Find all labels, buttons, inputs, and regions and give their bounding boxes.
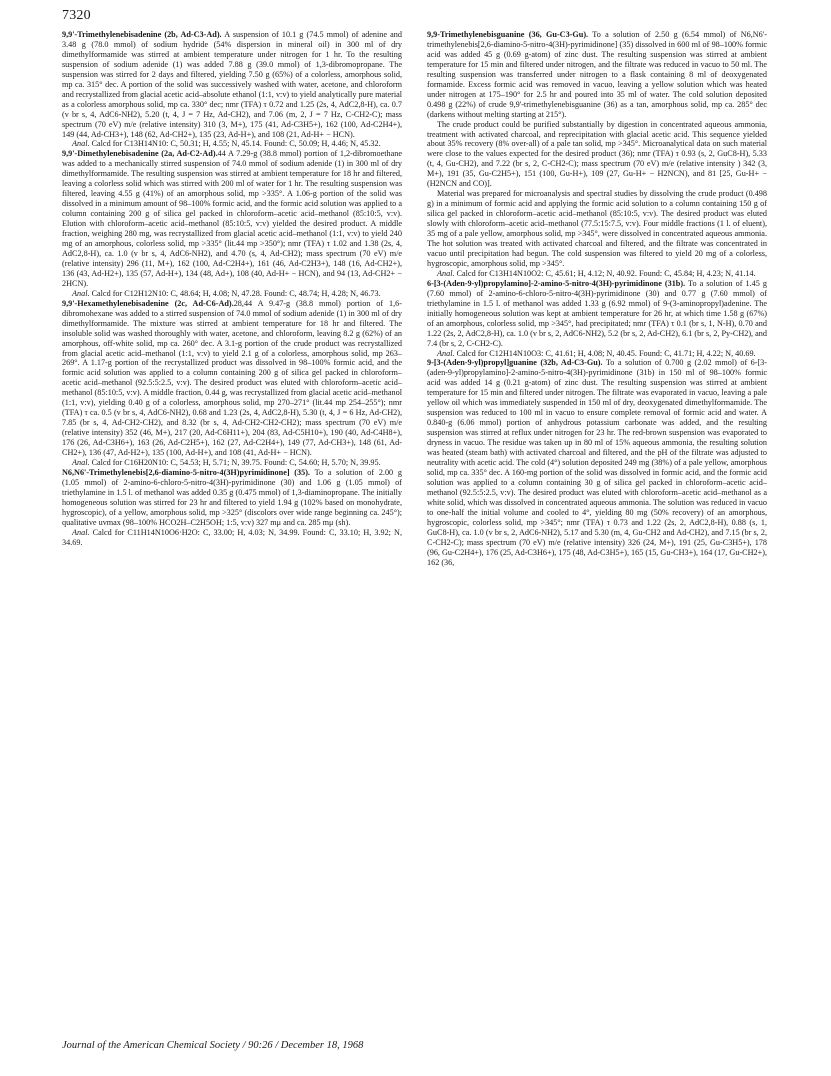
entry-body: 28,44 A 9.47-g (38.8 mmol) portion of 1,6-dibromohexane was added to a stirred suspension of 74.0 mmol of sodium adenide (1) in 300 ml of dry dimethylformamide. The mixture was stirred at ambient temperature for 18 hr and filtered. The insoluble solid was washed thoroughly with water, acetone, and chloroform, leaving 8.2 g (62%) of an amorphous, off-white solid, mp ca. 260° dec. A 3.1-g portion of the crude product was recrystallized from glacial acetic acid–methanol (1:1, v:v) to yield 2.1 g of a colorless, amorphous solid, mp 263–269°. A 1.17-g portion of the recrystallized product was dissolved in 98–100% formic acid, and the formic acid solution was applied to a column containing 200 g of silica gel packed in chloroform–acetic acid–methanol (92.5:5:2.5, v:v). The desired product was eluted with chloroform–acetic acid–methanol (85:10:5, v:v). A middle fraction, 0.44 g, was recrystallized from glacial acetic acid–methanol (1:1, v:v), yielding 0.40 g of a colorless, amorphous solid, mp 270–271° (lit.44 mp 254–255°); nmr (TFA) τ ca. 0.5 (v br s, 4, AdC6-NH2), 0.68 and 1.23 (2s, 4, AdC2,8-H), 5.30 (t, 4, J = 6 Hz, Ad-CH2), 7.85 (br s, 4, Ad-CH2-CH2), and 8.32 (br s, 4, Ad-CH2-CH2-CH2); mass spectrum (70 eV) m/e (relative intensity) 352 (46, M+), 217 (20, Ad-C6H11+), 204 (83, Ad-C5H10+), 190 (40, Ad-C4H8+), 176 (26, Ad-C3H6+), 163 (26, Ad-C2H5+), 162 (27, Ad-C2H4+), 149 (77, Ad-CH3+), 148 (61, Ad-CH2+), 136 (47, Ad-H2+), 135 (100, Ad-H+), and 108 (41, Ad-H+ − HCN). <box>62 298 402 458</box>
entry-body: To a solution of 0.700 g (2.02 mmol) of 6-[3-(aden-9-yl)propylamino]-2-amino-5-nitro-4(3H)-pyrimidinone (31b) in 150 ml of 98–100% formic acid was added 14 g (0.21 g-atom) of zinc dust. The resulting suspension was stirred at ambient temperature for 15 min and filtered under nitrogen. The filtrate was evaporated in vacuo, leaving a pale yellow oil which was immediately suspended in 150 ml of dry, deoxygenated dimethylformamide. The suspension was reduced to 100 ml in vacuo to ensure complete removal of formic acid and water. A 0.840-g (6.06 mmol) portion of anhydrous potassium carbonate was added, and the resulting suspension was stirred at reflux under nitrogen for 23 hr. The red-brown suspension was evaporated to dryness in vacuo. The residue was taken up in 80 ml of 15% aqueous ammonia, the resulting solution was heated (steam bath) with activated charcoal and filtered, and the pH of the filtrate was adjusted to neutrality with acetic acid. The cold (4°) solution deposited 249 mg (38%) of a pale yellow, amorphous solid, mp ca. 335° dec. A 160-mg portion of the solid was dissolved in formic acid, and the formic acid solution was applied to a column containing 30 g of silica gel packed in chloroform–acetic acid–methanol (92.5:5:2.5, v:v). The desired product was eluted with chloroform–acetic acid–methanol as a white solid, which was dissolved in concentrated aqueous ammonia. The solution was reduced in vacuo to one-half the initial volume and cooled to 4°, yielding 80 mg (50% recovery) of an amorphous, hygroscopic, colorless solid, mp >345°; nmr (TFA) τ 0.73 and 1.22 (2s, 2, AdC2,8-H), 0.88 (s, 1, GuC8-H), ca. 1.0 (v br s, 2, AdC6-NH2), 5.17 and 5.30 (m, 4, Gu-CH2 and Ad-CH2), and 7.15 (br s, 2, C-CH2-C); mass spectrum (70 eV) m/e (relative intensity) 326 (24, M+), 191 (25, Gu-C3H5+), 178 (96, Gu-C2H4+), 176 (25, Ad-C3H6+), 175 (48, Ad-C3H5+), 165 (15, Gu-CH3+), 164 (17, Gu-CH2+), 162 (36, <box>427 358 767 567</box>
anal-values: Calcd for C11H14N10O6·H2O: C, 33.00; H, 4.03; N, 34.99. Found: C, 33.10; H, 3.92; N, 34.69. <box>62 527 403 547</box>
anal-label: Anal. <box>437 348 455 358</box>
entry-analysis <box>62 289 402 299</box>
entry-heading: N6,N6'-Trimethylenebis[2,6-diamino-5-nitro-4(3H)pyrimidinone] (35). <box>62 467 310 477</box>
entry-analysis <box>427 349 767 359</box>
journal-footer: Journal of the American Chemical Society / 90:26 / December 18, 1968 <box>62 1040 364 1051</box>
anal-values: Calcd for C13H14N10O2: C, 45.61; H, 4.12; N, 40.92. Found: C, 45.84; H, 4.23; N, 41.14. <box>456 268 756 278</box>
left-column <box>62 30 402 548</box>
entry-body: To a solution of 1.45 g (7.60 mmol) of 2-amino-6-chloro-5-nitro-4(3H)-pyrimidinone (30) and 0.77 g (7.60 mmol) of triethylamine in 1.5 l. of methanol was added 1.33 g (6.92 mmol) of 9-(3-aminopropyl)adenine. The initially homogeneous solution was kept at ambient temperature for 26 hr, at which time 1.58 g (67%) of an amorphous, colorless solid, mp >345°, had precipitated; nmr (TFA) τ 0.1 (br s, 1, N-H), 0.70 and 1.22 (2s, 2, AdC2,8-H), ca. 1.0 (v br s, 2, AdC6-NH2), 5.2 (br s, 2, Ad-CH2), 6.1 (br s, 2, Py-CH2), and 7.4 (br s, 2, C-CH2-C). <box>427 278 767 348</box>
entry-heading: 9,9'-Dimethylenebisadenine (2a, Ad-C2-Ad). <box>62 149 218 159</box>
entry-paragraph: Material was prepared for microanalysis and spectral studies by dissolving the crude product (0.498 g) in a minimum of formic acid and applying the formic acid solution to a column containing 150 g of silica gel packed in chloroform–acetic acid–methanol (85:10:5, v:v). The desired product was eluted slowly with chloroform–acetic acid–methanol (77.5:15:7.5, v:v). Four middle fractions (1 l. of eluent), 35 mg of a pale yellow, amorphous solid, mp >345°, were dissolved in concentrated aqueous ammonia. The hot solution was treated with activated charcoal and filtered, and the filtrate was concentrated in vacuo until precipitation had begun. The cold suspension was filtered to yield 20 mg of a colorless, hygroscopic, amorphous solid, mp >345°. <box>427 189 767 268</box>
entry-heading: 9,9'-Trimethylenebisadenine (2b, Ad-C3-Ad). <box>62 30 222 39</box>
entry-body: To a solution of 2.00 g (1.05 mmol) of 2-amino-6-chloro-5-nitro-4(3H)-pyrimidinone (30) and 1.06 g (1.05 mmol) of triethylamine in 1.5 l. of methanol was added 0.35 g (0.475 mmol) of 1,3-diaminopropane. The initially homogeneous solution was stirred for 23 hr and filtered to yield 1.94 g (102% based on monohydrate, hygroscopic), of a yellow, amorphous solid, mp >325° (discolors over wide range beginning ca. 245°); qualitative uvmax (98–100% HCO2H–C2H5OH; 1:5, v:v) 327 mμ and ca. 285 mμ (sh). <box>62 467 402 527</box>
entry-heading: 9-[3-(Aden-9-yl)propyl]guanine (32b, Ad-C3-Gu). <box>427 358 603 368</box>
anal-label: Anal. <box>437 268 455 278</box>
entry-analysis <box>62 528 402 548</box>
entry-body: A suspension of 10.1 g (74.5 mmol) of adenine and 3.48 g (78.0 mmol) of sodium hydride (54% dispersion in mineral oil) in 300 ml of dry dimethylformamide was stirred at ambient temperature under nitrogen for 1 hr. To the resulting suspension of sodium adenide (1) was added 7.88 g (39.0 mmol) of 1,3-dibromopropane. The suspension was stirred for 2 days and filtered, yielding 7.50 g (65%) of a colorless, amorphous solid, mp ca. 315° dec. A portion of the solid was successively washed with water, acetone, and chloroform and recrystallized from glacial acetic acid–absolute ethanol (1:1, v:v) to yield analytically pure material as a colorless amorphous solid, mp ca. 330° dec; nmr (TFA) τ 0.72 and 1.25 (2s, 4, AdC2,8-H), ca. 0.7 (v br s, 4, AdC6-NH2), 5.20 (t, 4, J = 7 Hz, Ad-CH2), and 7.06 (m, 2, J = 7 Hz, C-CH2-C); mass spectrum (70 eV) m/e (relative intensity) 310 (3, M+), 175 (41, Ad-C3H5+), 162 (100, Ad-C2H4+), 149 (44, Ad-CH3+), 148 (62, Ad-CH2+), 135 (23, Ad-H+), and 108 (21, Ad-H+ − HCN). <box>62 30 402 139</box>
anal-values: Calcd for C13H14N10: C, 50.31; H, 4.55; N, 45.14. Found: C, 50.09; H, 4.46; N, 45.32. <box>91 139 381 149</box>
entry-body: To a solution of 2.50 g (6.54 mmol) of N6,N6'-trimethylenebis[2,6-diamino-5-nitro-4(3H)-pyrimidinone] (35) dissolved in 600 ml of 98–100% formic acid was added 45 g (0.69 g-atom) of zinc dust. The resulting suspension was stirred at ambient temperature for 15 min and filtered under nitrogen, and the filtrate was reduced in vacuo to 50 ml. The resulting suspension was transferred under nitrogen to a flask containing 8 ml of deoxygenated formamide. Excess formic acid was removed in vacuo, leaving a yellow solution which was heated under nitrogen at 175–190° for 2.5 hr and poured into 35 ml of water. The cold solution deposited 0.498 g (22%) of crude 9,9'-trimethylenebisguanine (36) as a tan, amorphous solid, mp ca. 285° dec (darkens without melting starting at 215°). <box>427 30 767 119</box>
entry-heading: 6-[3-(Aden-9-yl)propylamino]-2-amino-5-nitro-4(3H)-pyrimidinone (31b). <box>427 278 686 288</box>
entry-heading: 9,9'-Hexamethylenebisadenine (2c, Ad-C6-Ad). <box>62 298 234 308</box>
anal-values: Calcd for C16H20N10: C, 54.53; H, 5.71; N, 39.75. Found: C, 54.60; H, 5.70; N, 39.95. <box>91 457 381 467</box>
entry-body: 44 A 7.29-g (38.8 mmol) portion of 1,2-dibromoethane was added to a mechanically stirred suspension of 74.0 mmol of sodium adenide (1) in 300 ml of dry dimethylformamide. The resulting suspension was stirred at ambient temperature for 18 hr and filtered, leaving a colorless solid which was stirred with 200 ml of water for 1 hr. The resulting suspension was filtered, leaving 4.55 g (41%) of an amorphous solid, mp >335°. A 1.06-g portion of the solid was dissolved in a minimum amount of 98–100% formic acid, and the formic acid solution was applied to a column containing 200 g of silica gel packed in chloroform–acetic acid–methanol (85:10:5, v:v). Elution with chloroform–acetic acid–methanol (85:10:5, v:v) yielded the desired product. A middle fraction, weighing 280 mg, was recrystallized from glacial acetic acid–methanol (1:1, v:v) to yield 240 mg of an amorphous, colorless solid, mp >335° (lit.44 mp >350°); nmr (TFA) τ 1.02 and 1.38 (2s, 4, AdC2,8-H), ca. 1.0 (v br s, 4, AdC6-NH2), and 4.70 (s, 4, Ad-CH2); mass spectrum (70 eV) m/e (relative intensity) 296 (11, M+), 162 (100, Ad-C2H4+), 161 (46, Ad-C2H3+), 148 (16, Ad-CH2+), 136 (43, Ad-H2+), 135 (57, Ad-H+), 134 (48, Ad+), 108 (40, Ad-H+ − HCN), and 94 (13, Ad-CH2+ − 2HCN). <box>62 149 402 288</box>
anal-values: Calcd for C12H12N10: C, 48.64; H, 4.08; N, 47.28. Found: C, 48.74; H, 4.28; N, 46.73. <box>91 288 381 298</box>
right-column <box>427 30 767 567</box>
entry-heading: 9,9-Trimethylenebisguanine (36, Gu-C3-Gu). <box>427 30 589 39</box>
anal-label: Anal. <box>72 288 90 298</box>
entry-analysis <box>62 139 402 149</box>
anal-label: Anal. <box>72 139 90 149</box>
entry-analysis <box>62 458 402 468</box>
anal-label: Anal. <box>72 457 90 467</box>
page-number: 7320 <box>62 8 91 23</box>
anal-label: Anal. <box>72 527 90 537</box>
anal-values: Calcd for C12H14N10O3: C, 41.61; H, 4.08; N, 40.45. Found: C, 41.71; H, 4.22; N, 40.69. <box>456 348 756 358</box>
entry-analysis <box>427 269 767 279</box>
entry-paragraph: The crude product could be purified substantially by digestion in concentrated aqueous ammonia, treatment with activated charcoal, and reprecipitation with glacial acetic acid. This sequence yielded about 35% recovery (8% over-all) of a pale tan solid, mp >345°. Microanalytical data on such material were close to the values expected for the desired product (36); nmr (TFA) τ 0.93 (s, 2, GuC8-H), 5.33 (t, 4, Gu-CH2), and 7.22 (br s, 2, C-CH2-C); mass spectrum (70 eV) m/e (relative intensity ) 342 (3, M+), 191 (35, Gu-C2H5+), 151 (100, Gu-H+), 109 (27, Gu-H+ − H2NCN), and 81 [25, Gu-H+ − (H2NCN and CO)]. <box>427 119 767 189</box>
